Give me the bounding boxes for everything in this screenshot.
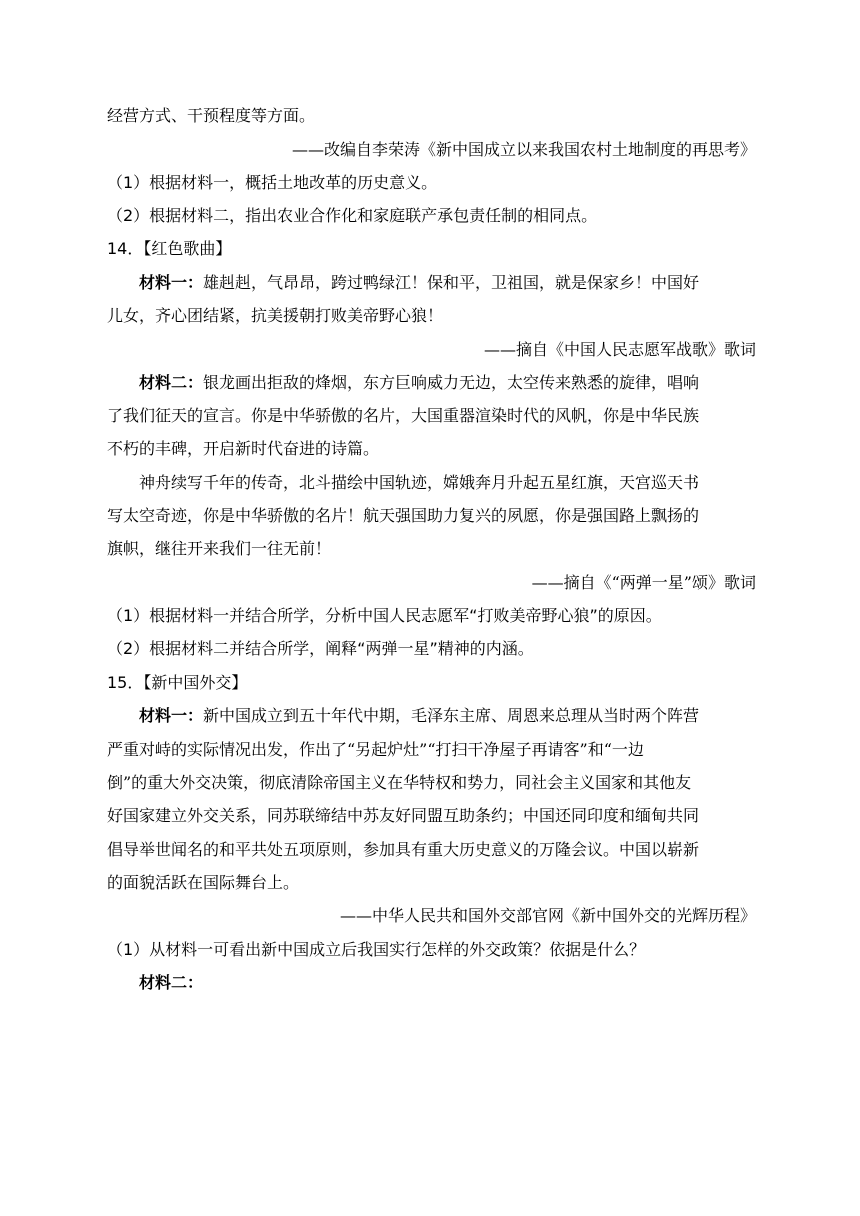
material-label: 材料二： bbox=[139, 973, 204, 992]
text-line: 倒”的重大外交决策，彻底清除帝国主义在华特权和势力，同社会主义国家和其他友 bbox=[107, 773, 692, 792]
source-citation: ——中华人民共和国外交部官网《新中国外交的光辉历程》 bbox=[339, 906, 756, 925]
text-line: 严重对峙的实际情况出发，作出了“另起炉灶”“打扫干净屋子再请客”和“一边 bbox=[107, 740, 644, 759]
text-line: 儿女，齐心团结紧，抗美援朝打败美帝野心狼！ bbox=[107, 306, 444, 325]
text-line: 不朽的丰碑，开启新时代奋进的诗篇。 bbox=[107, 439, 380, 458]
text-line: 的面貌活跃在国际舞台上。 bbox=[107, 873, 300, 892]
text-line: 写太空奇迹，你是中华骄傲的名片！航天强国助力复兴的夙愿，你是强国路上飘扬的 bbox=[107, 506, 700, 525]
material-label: 材料二： bbox=[139, 373, 204, 392]
text-line: 神舟续写千年的传奇，北斗描绘中国轨迹，嫦娥奔月升起五星红旗，天宫巡天书 bbox=[139, 473, 700, 492]
material-label: 材料一： bbox=[139, 273, 204, 292]
text-line: 倡导举世闻名的和平共处五项原则，参加具有重大历史意义的万隆会议。中国以崭新 bbox=[107, 840, 700, 859]
material-paragraph bbox=[139, 273, 699, 293]
material-text: 雄赳赳，气昂昂，跨过鸭绿江！保和平，卫祖国，就是保家乡！中国好 bbox=[203, 273, 700, 292]
source-citation: ——摘自《“两弹一星”颂》歌词 bbox=[531, 573, 756, 592]
question-2: （2）根据材料二，指出农业合作化和家庭联产承包责任制的相同点。 bbox=[107, 206, 598, 225]
question-14-2: （2）根据材料二并结合所学，阐释“两弹一星”精神的内涵。 bbox=[107, 639, 534, 658]
text-line: 经营方式、干预程度等方面。 bbox=[107, 106, 316, 125]
source-citation: ——改编自李荣涛《新中国成立以来我国农村土地制度的再思考》 bbox=[291, 140, 756, 159]
text-line: 旗帜，继往开来我们一往无前！ bbox=[107, 539, 332, 558]
source-citation: ——摘自《中国人民志愿军战歌》歌词 bbox=[483, 340, 756, 359]
question-15-1: （1）从材料一可看出新中国成立后我国实行怎样的外交政策？依据是什么？ bbox=[107, 940, 646, 959]
material-text: 新中国成立到五十年代中期，毛泽东主席、周恩来总理从当时两个阵营 bbox=[203, 706, 700, 725]
text-line: 了我们征天的宣言。你是中华骄傲的名片，大国重器渲染时代的风帆，你是中华民族 bbox=[107, 406, 700, 425]
question-15-heading: 15．【新中国外交】 bbox=[107, 673, 248, 692]
material-label: 材料一： bbox=[139, 706, 204, 725]
text-line: 好国家建立外交关系，同苏联缔结中苏友好同盟互助条约；中国还同印度和缅甸共同 bbox=[107, 806, 700, 825]
question-14-1: （1）根据材料一并结合所学，分析中国人民志愿军“打败美帝野心狼”的原因。 bbox=[107, 606, 662, 625]
material-text: 银龙画出拒敌的烽烟，东方巨响威力无边，太空传来熟悉的旋律，唱响 bbox=[203, 373, 700, 392]
question-1: （1）根据材料一，概括土地改革的历史意义。 bbox=[107, 173, 438, 192]
material-paragraph bbox=[139, 373, 699, 393]
material-paragraph bbox=[139, 706, 699, 726]
question-14-heading: 14．【红色歌曲】 bbox=[107, 239, 232, 258]
